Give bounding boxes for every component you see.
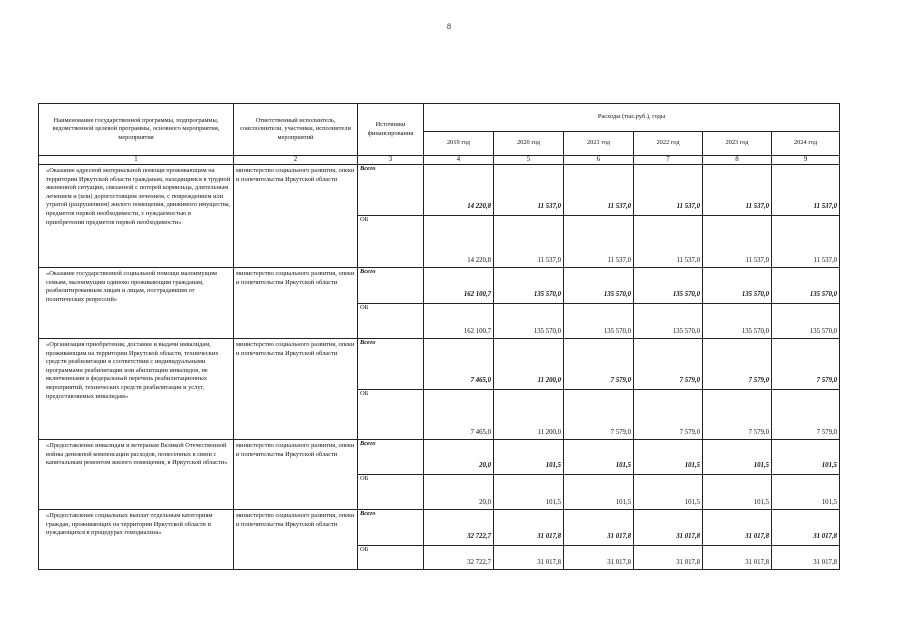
value-ob: 11 537,0	[703, 216, 772, 268]
header-year: 2024 год	[772, 132, 840, 156]
value-ob: 162 100,7	[424, 304, 494, 339]
expenses-table	[38, 103, 840, 570]
source-total: Всего	[358, 510, 424, 546]
measure-name: «Оказание государственной социальной помощи малоимущим семьям, малоимущим одиноко проживающим гражданам, реабилитированным лицам и лицам, пострадавшим от политических репрессий»	[39, 268, 234, 339]
value-ob: 31 017,8	[564, 546, 634, 570]
value-total: 101,5	[564, 440, 634, 475]
value-total: 162 100,7	[424, 268, 494, 304]
header-expenses: Расходы (тыс.руб.), годы	[424, 104, 840, 132]
table-row	[39, 268, 840, 304]
measure-name: «Предоставление инвалидам и ветеранам Великой Отечественной войны денежной компенсации расходов, понесенных в связи с капитальным ремонтом жилого помещения, в Иркутской области»	[39, 440, 234, 510]
value-ob: 135 570,0	[703, 304, 772, 339]
executor: министерство социального развития, опеки и попечительства Иркутской области	[234, 339, 358, 440]
value-total: 135 570,0	[564, 268, 634, 304]
value-ob: 135 570,0	[564, 304, 634, 339]
value-total: 14 220,8	[424, 165, 494, 216]
value-total: 135 570,0	[494, 268, 564, 304]
value-ob: 7 579,0	[703, 390, 772, 440]
value-total: 7 579,0	[772, 339, 840, 390]
table-row	[39, 165, 840, 216]
value-total: 135 570,0	[634, 268, 703, 304]
source-total: Всего	[358, 339, 424, 390]
value-ob: 7 465,0	[424, 390, 494, 440]
value-total: 32 722,7	[424, 510, 494, 546]
value-total: 31 017,8	[703, 510, 772, 546]
column-number: 2	[234, 156, 358, 165]
column-number: 4	[424, 156, 494, 165]
value-ob: 11 537,0	[772, 216, 840, 268]
value-ob: 135 570,0	[634, 304, 703, 339]
value-total: 101,5	[634, 440, 703, 475]
value-ob: 11 537,0	[494, 216, 564, 268]
value-total: 101,5	[703, 440, 772, 475]
source-ob: ОБ	[358, 475, 424, 510]
value-ob: 7 579,0	[634, 390, 703, 440]
source-ob: ОБ	[358, 304, 424, 339]
value-total: 7 579,0	[703, 339, 772, 390]
value-ob: 135 570,0	[494, 304, 564, 339]
value-ob: 101,5	[564, 475, 634, 510]
value-ob: 32 722,7	[424, 546, 494, 570]
measure-name: «Предоставление социальных выплат отдельным категориям граждан, проживающих на территории Иркутской области и нуждающихся в процедурах гемодиализа»	[39, 510, 234, 570]
value-ob: 135 570,0	[772, 304, 840, 339]
measure-name: «Оказание адресной материальной помощи проживающим на территории Иркутской области гражданам, находящимся в трудной жизненной ситуации, связанной с потерей кормильца, длительным лечением и (или) дорогостоящим лечением, с повреждением или утратой (разрушением) жилого помещения, движимого имущества, предметов первой необходимости, с нуждаемостью в приобретении предметов первой необходимости»	[39, 165, 234, 268]
header-executor: Ответственный исполнитель, соисполнители, участники, исполнители мероприятий	[234, 104, 358, 156]
page-number: 8	[447, 22, 451, 31]
value-total: 7 579,0	[564, 339, 634, 390]
value-ob: 7 579,0	[772, 390, 840, 440]
value-total: 101,5	[772, 440, 840, 475]
executor: министерство социального развития, опеки и попечительства Иркутской области	[234, 165, 358, 268]
table-row	[39, 510, 840, 546]
header-year: 2022 год	[634, 132, 703, 156]
column-number: 1	[39, 156, 234, 165]
source-total: Всего	[358, 165, 424, 216]
value-total: 31 017,8	[564, 510, 634, 546]
value-ob: 11 200,0	[494, 390, 564, 440]
value-ob: 31 017,8	[703, 546, 772, 570]
value-total: 135 570,0	[772, 268, 840, 304]
measure-name: «Организация приобретения, доставки и выдачи инвалидам, проживающим на территории Иркутской области, технических средств реабилитации в соответствии с индивидуальными программами реабилитации или абилитации инвалидов, не включенными в федеральный перечень реабилитационных мероприятий, технических средств реабилитации и услуг, предоставляемых инвалидам»	[39, 339, 234, 440]
executor: министерство социального развития, опеки и попечительства Иркутской области	[234, 510, 358, 570]
column-number: 7	[634, 156, 703, 165]
value-total: 11 537,0	[703, 165, 772, 216]
header-name: Наименование государственной программы, подпрограммы, ведомственной целевой программы, основного мероприятия, мероприятия	[39, 104, 234, 156]
value-total: 11 537,0	[564, 165, 634, 216]
value-total: 101,5	[494, 440, 564, 475]
value-ob: 7 579,0	[564, 390, 634, 440]
source-ob: ОБ	[358, 546, 424, 570]
header-year: 2021 год	[564, 132, 634, 156]
source-ob: ОБ	[358, 390, 424, 440]
value-ob: 101,5	[634, 475, 703, 510]
column-number: 9	[772, 156, 840, 165]
column-number: 3	[358, 156, 424, 165]
column-number: 8	[703, 156, 772, 165]
value-total: 7 579,0	[634, 339, 703, 390]
header-year: 2023 год	[703, 132, 772, 156]
source-total: Всего	[358, 268, 424, 304]
value-ob: 11 537,0	[564, 216, 634, 268]
value-ob: 101,5	[494, 475, 564, 510]
value-ob: 101,5	[703, 475, 772, 510]
header-source: Источники финансирования	[358, 104, 424, 156]
value-total: 135 570,0	[703, 268, 772, 304]
value-ob: 11 537,0	[634, 216, 703, 268]
value-total: 11 200,0	[494, 339, 564, 390]
value-ob: 14 220,8	[424, 216, 494, 268]
value-total: 31 017,8	[634, 510, 703, 546]
value-total: 11 537,0	[772, 165, 840, 216]
value-ob: 20,0	[424, 475, 494, 510]
value-total: 11 537,0	[494, 165, 564, 216]
source-ob: ОБ	[358, 216, 424, 268]
table-row	[39, 339, 840, 390]
header-year: 2020 год	[494, 132, 564, 156]
executor: министерство социального развития, опеки и попечительства Иркутской области	[234, 440, 358, 510]
value-total: 7 465,0	[424, 339, 494, 390]
source-total: Всего	[358, 440, 424, 475]
header-year: 2019 год	[424, 132, 494, 156]
value-ob: 31 017,8	[494, 546, 564, 570]
column-number: 6	[564, 156, 634, 165]
column-number: 5	[494, 156, 564, 165]
value-ob: 101,5	[772, 475, 840, 510]
value-total: 31 017,8	[772, 510, 840, 546]
executor: министерство социального развития, опеки и попечительства Иркутской области	[234, 268, 358, 339]
value-total: 11 537,0	[634, 165, 703, 216]
value-total: 20,0	[424, 440, 494, 475]
table-row	[39, 440, 840, 475]
value-ob: 31 017,8	[634, 546, 703, 570]
value-ob: 31 017,8	[772, 546, 840, 570]
value-total: 31 017,8	[494, 510, 564, 546]
